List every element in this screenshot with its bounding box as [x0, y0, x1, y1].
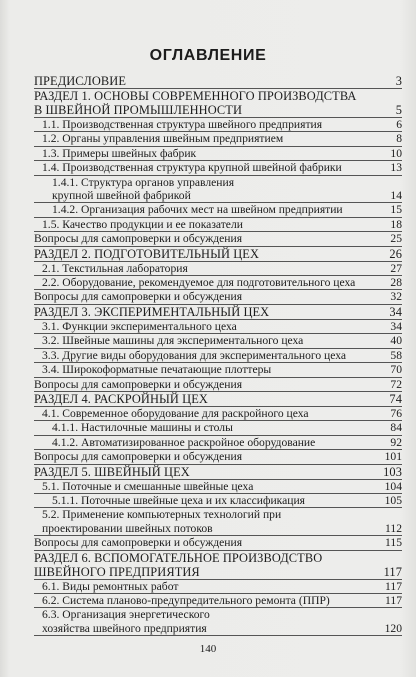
toc-entry-page: 117: [383, 564, 402, 579]
toc-entry-page: 34: [389, 304, 402, 319]
toc-entry[interactable]: [34, 203, 402, 217]
toc-entry-page: 18: [390, 217, 402, 231]
toc-entry-page: 3: [395, 74, 402, 88]
toc-entry[interactable]: [34, 161, 402, 175]
toc-entry[interactable]: [34, 608, 402, 636]
toc-entry[interactable]: [34, 132, 402, 146]
toc-entry[interactable]: [34, 147, 402, 161]
toc-entry-page: 105: [384, 493, 402, 507]
toc-entry-text: Вопросы для самопроверки и обсуждения: [34, 290, 243, 304]
toc-entry[interactable]: [34, 378, 402, 392]
toc-entry-page: 15: [390, 203, 402, 217]
toc-entry-text: 6.1. Виды ремонтных работ: [42, 579, 179, 593]
toc-entry-text: 5.1.1. Поточные швейные цеха и их классификация: [52, 493, 306, 507]
toc-entry[interactable]: [34, 305, 402, 320]
toc-entry-page: 28: [390, 276, 402, 290]
toc-entry-text: РАЗДЕЛ 6. ВСПОМОГАТЕЛЬНОЕ ПРОИЗВОДСТВО ШВЕЙНОГО ПРЕДПРИЯТИЯ: [34, 550, 323, 579]
toc-entry-page: 112: [385, 521, 402, 535]
toc-entry-text: 4.1.2. Автоматизированное раскройное оборудование: [52, 435, 316, 449]
toc-entry[interactable]: [34, 551, 402, 580]
toc-entry-text: 3.2. Швейные машины для экспериментального цеха: [42, 334, 304, 348]
toc-entry[interactable]: [34, 465, 402, 480]
toc-entry[interactable]: [34, 232, 402, 246]
toc-entry-text: 4.1.1. Настилочные машины и столы: [52, 421, 233, 435]
toc-entry-text: РАЗДЕЛ 1. ОСНОВЫ СОВРЕМЕННОГО ПРОИЗВОДСТВА В ШВЕЙНОЙ ПРОМЫШЛЕННОСТИ: [34, 89, 357, 117]
toc-entry-text: ПРЕДИСЛОВИЕ: [34, 74, 126, 88]
toc-entry[interactable]: [34, 89, 402, 118]
toc-entry-page: 10: [390, 146, 402, 160]
toc-entry[interactable]: [34, 508, 402, 536]
toc-entry-page: 92: [390, 435, 402, 449]
toc-entry[interactable]: [34, 349, 402, 363]
toc-entry-page: 25: [390, 232, 402, 246]
toc-entry-page: 70: [390, 363, 402, 377]
toc-entry-page: 32: [390, 290, 402, 304]
toc-entry[interactable]: [34, 450, 402, 464]
toc-entry-page: 13: [390, 161, 402, 175]
toc-entry[interactable]: [34, 118, 402, 132]
toc-entry-page: 117: [385, 579, 402, 593]
table-of-contents: [34, 74, 402, 636]
toc-entry[interactable]: [34, 247, 402, 262]
page-number: 140: [199, 643, 217, 655]
page-title: ОГЛАВЛЕНИЕ: [149, 47, 267, 64]
toc-entry[interactable]: [34, 290, 402, 304]
toc-entry-text: 1.4. Производственная структура крупной швейной фабрики: [42, 161, 342, 175]
toc-entry-text: 6.2. Система планово-предупредительного ремонта (ППР): [42, 593, 330, 607]
toc-entry-page: 72: [390, 377, 402, 391]
toc-entry-text: Вопросы для самопроверки и обсуждения: [34, 232, 243, 246]
toc-entry-text: 5.2. Применение компьютерных технологий при проектировании швейных потоков: [42, 508, 282, 535]
toc-entry-text: 1.3. Примеры швейных фабрик: [42, 146, 197, 160]
toc-entry-text: 3.1. Функции экспериментального цеха: [42, 319, 237, 333]
toc-entry-text: 5.1. Поточные и смешанные швейные цеха: [42, 479, 254, 493]
toc-entry-text: Вопросы для самопроверки и обсуждения: [34, 450, 243, 464]
toc-entry-page: 120: [384, 621, 402, 635]
toc-entry-page: 26: [389, 246, 402, 261]
toc-entry-page: 8: [396, 132, 402, 146]
toc-entry-text: 3.4. Широкоформатные печатающие плоттеры: [42, 363, 272, 377]
toc-entry-text: Вопросы для самопроверки и обсуждения: [34, 536, 243, 550]
toc-entry-text: 1.5. Качество продукции и ее показатели: [42, 217, 243, 231]
toc-entry-text: РАЗДЕЛ 2. ПОДГОТОВИТЕЛЬНЫЙ ЦЕХ: [34, 246, 259, 261]
toc-entry-page: 103: [383, 464, 402, 479]
toc-entry[interactable]: [34, 334, 402, 348]
toc-entry-text: 1.4.1. Структура органов управления крупной швейной фабрикой: [52, 175, 235, 203]
toc-entry[interactable]: [34, 320, 402, 334]
toc-entry[interactable]: [34, 74, 402, 89]
toc-entry-page: 115: [385, 536, 402, 550]
toc-entry[interactable]: [34, 421, 402, 435]
toc-entry-page: 84: [390, 421, 402, 435]
toc-entry-text: РАЗДЕЛ 5. ШВЕЙНЫЙ ЦЕХ: [34, 464, 190, 479]
toc-entry[interactable]: [34, 407, 402, 421]
toc-entry[interactable]: [34, 392, 402, 407]
toc-entry-text: 1.4.2. Организация рабочих мест на швейном предприятии: [52, 203, 343, 217]
toc-entry-text: 6.3. Организация энергетического хозяйства швейного предприятия: [42, 608, 210, 635]
toc-entry-text: РАЗДЕЛ 4. РАСКРОЙНЫЙ ЦЕХ: [34, 391, 208, 406]
toc-entry-page: 101: [384, 450, 402, 464]
toc-entry-page: 14: [390, 189, 402, 203]
toc-entry-text: Вопросы для самопроверки и обсуждения: [34, 377, 243, 391]
toc-entry[interactable]: [34, 436, 402, 450]
toc-entry[interactable]: [34, 363, 402, 377]
toc-entry[interactable]: [34, 580, 402, 594]
toc-entry[interactable]: [34, 262, 402, 276]
toc-entry[interactable]: [34, 176, 402, 204]
toc-entry-page: 74: [389, 391, 402, 406]
toc-entry-page: 27: [390, 261, 402, 275]
toc-entry[interactable]: [34, 218, 402, 232]
toc-entry-page: 34: [390, 319, 402, 333]
toc-entry[interactable]: [34, 276, 402, 290]
toc-entry-page: 40: [390, 334, 402, 348]
toc-entry-page: 5: [395, 103, 402, 117]
toc-entry-text: 2.2. Оборудование, рекомендуемое для подготовительного цеха: [42, 276, 356, 290]
toc-entry-page: 117: [385, 593, 402, 607]
toc-entry-text: 1.1. Производственная структура швейного предприятия: [42, 118, 323, 131]
toc-entry-text: РАЗДЕЛ 3. ЭКСПЕРИМЕНТАЛЬНЫЙ ЦЕХ: [34, 304, 270, 319]
toc-entry-page: 104: [384, 479, 402, 493]
toc-entry[interactable]: [34, 594, 402, 608]
toc-entry[interactable]: [34, 494, 402, 508]
toc-entry-page: 6: [396, 118, 402, 131]
toc-entry-text: 3.3. Другие виды оборудования для экспериментального цеха: [42, 348, 347, 362]
toc-entry-page: 58: [390, 348, 402, 362]
toc-entry[interactable]: [34, 536, 402, 550]
toc-entry-text: 2.1. Текстильная лаборатория: [42, 261, 188, 275]
toc-entry[interactable]: [34, 480, 402, 494]
toc-entry-text: 4.1. Современное оборудование для раскройного цеха: [42, 406, 309, 420]
toc-entry-text: 1.2. Органы управления швейным предприятием: [42, 132, 284, 146]
toc-entry-page: 76: [390, 406, 402, 420]
